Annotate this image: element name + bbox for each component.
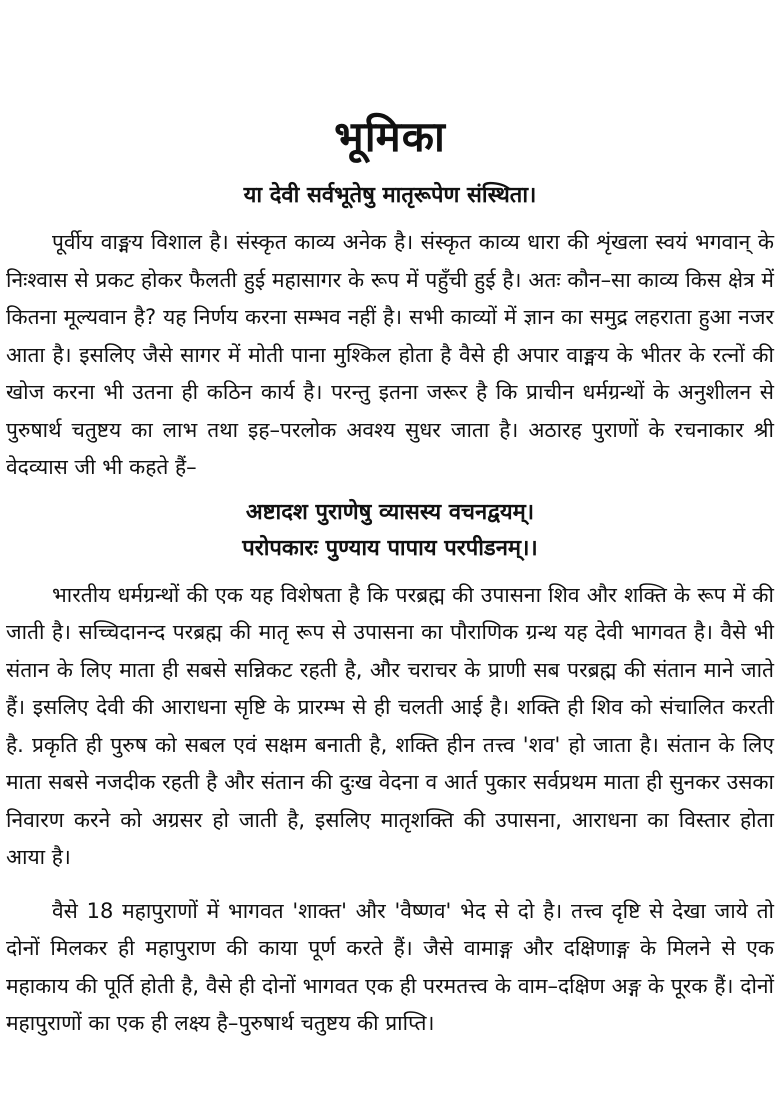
invocation-verse: या देवी सर्वभूतेषु मातृरूपेण संस्थिता। bbox=[243, 182, 537, 208]
page-title: भूमिका bbox=[334, 112, 446, 161]
paragraph-3: वैसे 18 महापुराणों में भागवत 'शाक्त' और 'वैष्णव' भेद से दो है। तत्त्व दृष्टि से देखा जाये तो दोनों मिलकर ही महापुराण की काया पूर्ण करते हैं। जैसे वामाङ्ग और दक्षिणाङ्ग के मिलने से एक महाकाय की पूर्ति होती है, वैसे ही दोनों भागवत एक ही परमतत्त्व के वाम–दक्षिण अङ्ग के पूरक हैं। दोनों महापुराणों का एक ही लक्ष्य है–पुरुषार्थ चतुष्टय की प्राप्ति। bbox=[6, 898, 774, 1036]
shloka-line-2: परोपकारः पुण्याय पापाय परपीडनम्।। bbox=[242, 535, 538, 561]
shloka-line-1: अष्टादश पुराणेषु व्यासस्य वचनद्वयम्। bbox=[245, 499, 535, 525]
shloka-verse bbox=[0, 495, 780, 567]
paragraph-1: पूर्वीय वाङ्मय विशाल है। संस्कृत काव्य अनेक है। संस्कृत काव्य धारा की शृंखला स्वयं भगवान् के निःश्वास से प्रकट होकर फैलती हुई महासागर के रूप में पहुँची हुई है। अतः कौन–सा काव्य किस क्षेत्र में कितना मूल्यवान है? यह निर्णय करना सम्भव नहीं है। सभी काव्यों में ज्ञान का समुद्र लहराता हुआ नजर आता है। इसलिए जैसे सागर में मोती पाना मुश्किल होता है वैसे ही अपार वाङ्मय के भीतर के रत्नों की खोज करना भी उतना ही कठिन कार्य है। परन्तु इतना जरूर है कि प्राचीन धर्मग्रन्थों के अनुशीलन से पुरुषार्थ चतुष्टय का लाभ तथा इह–परलोक अवश्य सुधर जाता है। अठारह पुराणों के रचनाकार श्री वेदव्यास जी भी कहते हैं– bbox=[6, 230, 774, 480]
paragraph-2: भारतीय धर्मग्रन्थों की एक यह विशेषता है कि परब्रह्म की उपासना शिव और शक्ति के रूप में की जाती है। सच्चिदानन्द परब्रह्म की मातृ रूप से उपासना का पौराणिक ग्रन्थ यह देवी भागवत है। वैसे भी संतान के लिए माता ही सबसे सन्निकट रहती है, और चराचर के प्राणी सब परब्रह्म की संतान माने जाते हैं। इसलिए देवी की आराधना सृष्टि के प्रारम्भ से ही चलती आई है। शक्ति ही शिव को संचालित करती है. प्रकृति ही पुरुष को सबल एवं सक्षम बनाती है, शक्ति हीन तत्त्व 'शव' हो जाता है। संतान के लिए माता सबसे नजदीक रहती है और संतान की दुःख वेदना व आर्त पुकार सर्वप्रथम माता ही सुनकर उसका निवारण करने को अग्रसर हो जाती है, इसलिए मातृशक्ति की उपासना, आराधना का विस्तार होता आया है। bbox=[6, 582, 774, 870]
